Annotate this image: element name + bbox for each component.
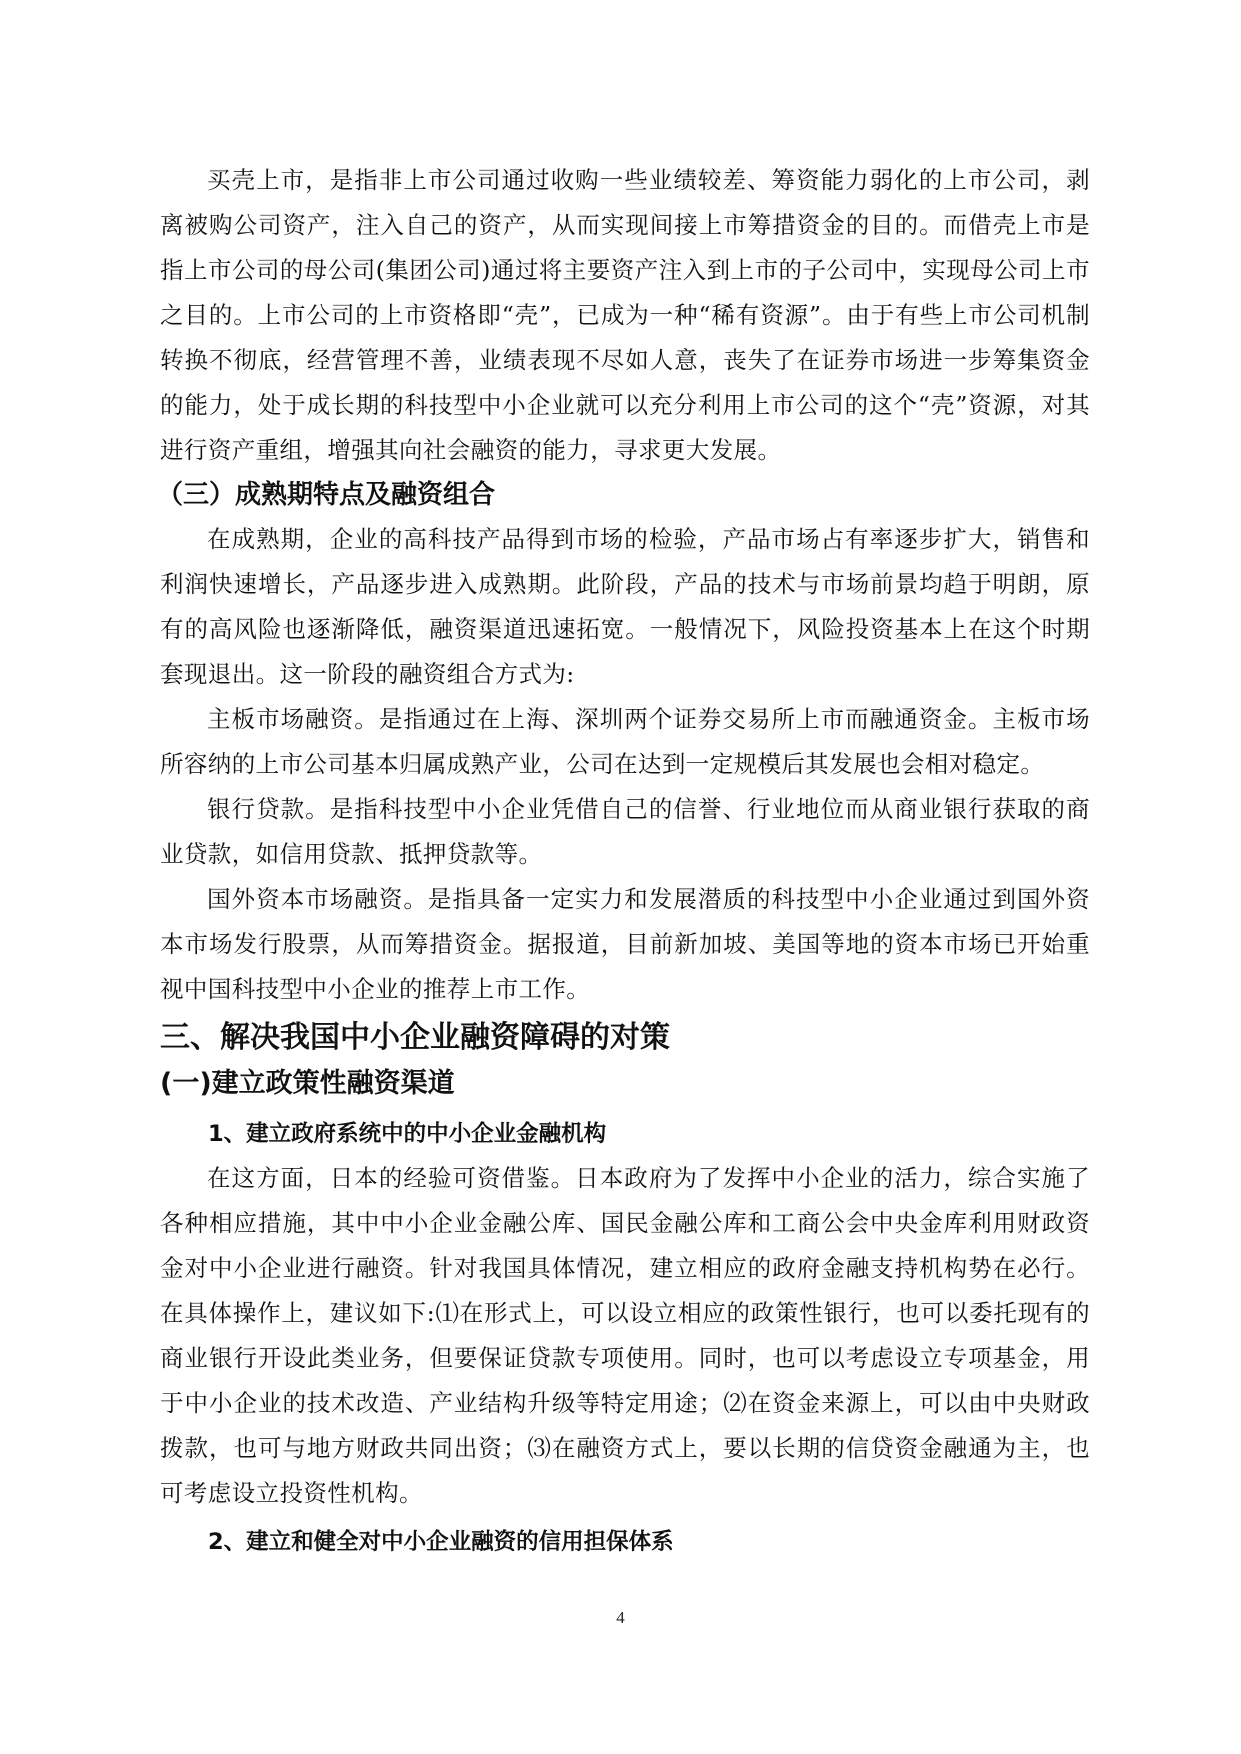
- page-number: 4: [616, 1608, 625, 1627]
- paragraph-foreign-markets: 国外资本市场融资。是指具备一定实力和发展潜质的科技型中小企业通过到国外资本市场发行股票，从而筹措资金。据报道，目前新加坡、美国等地的资本市场已开始重视中国科技型中小企业的推荐上市工作。: [160, 885, 1090, 1003]
- heading-policy-channels: (一)建立政策性融资渠道: [160, 1068, 455, 1099]
- paragraph-mature-stage: 在成熟期，企业的高科技产品得到市场的检验，产品市场占有率逐步扩大，销售和利润快速增长，产品逐步进入成熟期。此阶段，产品的技术与市场前景均趋于明朗，原有的高风险也逐渐降低，融资渠道迅速拓宽。一般情况下，风险投资基本上在这个时期套现退出。这一阶段的融资组合方式为:: [160, 525, 1090, 688]
- paragraph-main-board: 主板市场融资。是指通过在上海、深圳两个证券交易所上市而融通资金。主板市场所容纳的上市公司基本归属成熟产业，公司在达到一定规模后其发展也会相对稳定。: [160, 705, 1090, 778]
- paragraph-shell-listing: 买壳上市，是指非上市公司通过收购一些业绩较差、筹资能力弱化的上市公司，剥离被购公司资产，注入自己的资产，从而实现间接上市筹措资金的目的。而借壳上市是指上市公司的母公司(集团公司)通过将主要资产注入到上市的子公司中，实现母公司上市之目的。上市公司的上市资格即“壳”，已成为一种“稀有资源”。由于有些上市公司机制转换不彻底，经营管理不善，业绩表现不尽如人意，丧失了在证券市场进一步筹集资金的能力，处于成长期的科技型中小企业就可以充分利用上市公司的这个“壳”资源，对其进行资产重组，增强其向社会融资的能力，寻求更大发展。: [160, 166, 1090, 464]
- heading-section-3: 三、解决我国中小企业融资障碍的对策: [160, 1020, 670, 1055]
- heading-mature-stage: （三）成熟期特点及融资组合: [157, 480, 496, 510]
- heading-gov-institutions: 1、建立政府系统中的中小企业金融机构: [208, 1121, 607, 1147]
- document-page: [157, 158, 1090, 1564]
- paragraph-japan-experience: 在这方面，日本的经验可资借鉴。日本政府为了发挥中小企业的活力，综合实施了各种相应措施，其中中小企业金融公库、国民金融公库和工商公会中央金库利用财政资金对中小企业进行融资。针对我国具体情况，建立相应的政府金融支持机构势在必行。在具体操作上，建议如下:⑴在形式上，可以设立相应的政策性银行，也可以委托现有的商业银行开设此类业务，但要保证贷款专项使用。同时，也可以考虑设立专项基金，用于中小企业的技术改造、产业结构升级等特定用途；⑵在资金来源上，可以由中央财政拨款，也可与地方财政共同出资；⑶在融资方式上，要以长期的信贷资金融通为主，也可考虑设立投资性机构。: [160, 1164, 1090, 1507]
- heading-credit-guarantee: 2、建立和健全对中小企业融资的信用担保体系: [208, 1529, 674, 1555]
- paragraph-bank-loans: 银行贷款。是指科技型中小企业凭借自己的信誉、行业地位而从商业银行获取的商业贷款，如信用贷款、抵押贷款等。: [160, 795, 1090, 868]
